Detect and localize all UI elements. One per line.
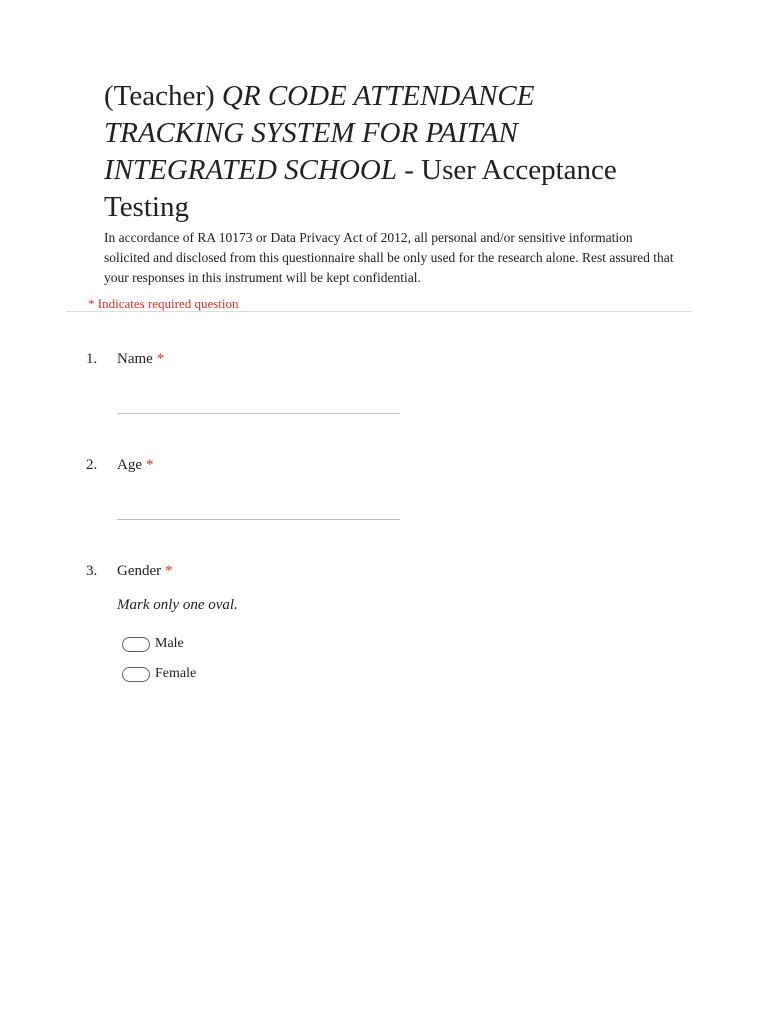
age-answer-field[interactable] — [117, 519, 400, 520]
radio-oval-icon[interactable] — [122, 637, 150, 652]
question-number: 2. — [86, 457, 98, 473]
radio-oval-icon[interactable] — [122, 667, 150, 682]
required-asterisk: * — [165, 563, 173, 579]
question-label: Name — [117, 351, 153, 367]
question-name — [86, 351, 686, 368]
form-title — [104, 78, 674, 226]
required-asterisk: * — [156, 351, 165, 367]
question-age — [86, 457, 686, 474]
question-label: Gender — [117, 563, 162, 579]
required-note: * Indicates required question — [88, 296, 239, 311]
form-header — [104, 78, 674, 288]
option-label: Male — [155, 636, 184, 651]
header-divider — [66, 311, 692, 312]
question-gender — [86, 563, 686, 681]
option-female[interactable] — [122, 666, 196, 682]
title-italic: QR CODE ATTENDANCE TRACKING SYSTEM FOR PAITAN INTEGRATED SCHOOL — [104, 80, 535, 186]
gender-hint: Mark only one oval. — [117, 597, 238, 613]
form-description: In accordance of RA 10173 or Data Privacy Act of 2012, all personal and/or sensitive information solicited and disclosed from this questionnaire shall be only used for the research alone. Rest assured that your responses in this instrument will be kept confidential. — [104, 230, 674, 285]
question-label: Age — [117, 457, 142, 473]
option-label: Female — [155, 666, 197, 681]
question-number: 1. — [86, 351, 98, 367]
title-suffix: - User Acceptance Testing — [104, 154, 617, 223]
title-prefix: (Teacher) — [104, 80, 222, 112]
question-number: 3. — [86, 563, 98, 579]
name-answer-field[interactable] — [117, 413, 400, 414]
option-male[interactable] — [122, 636, 184, 652]
required-asterisk: * — [146, 457, 154, 473]
